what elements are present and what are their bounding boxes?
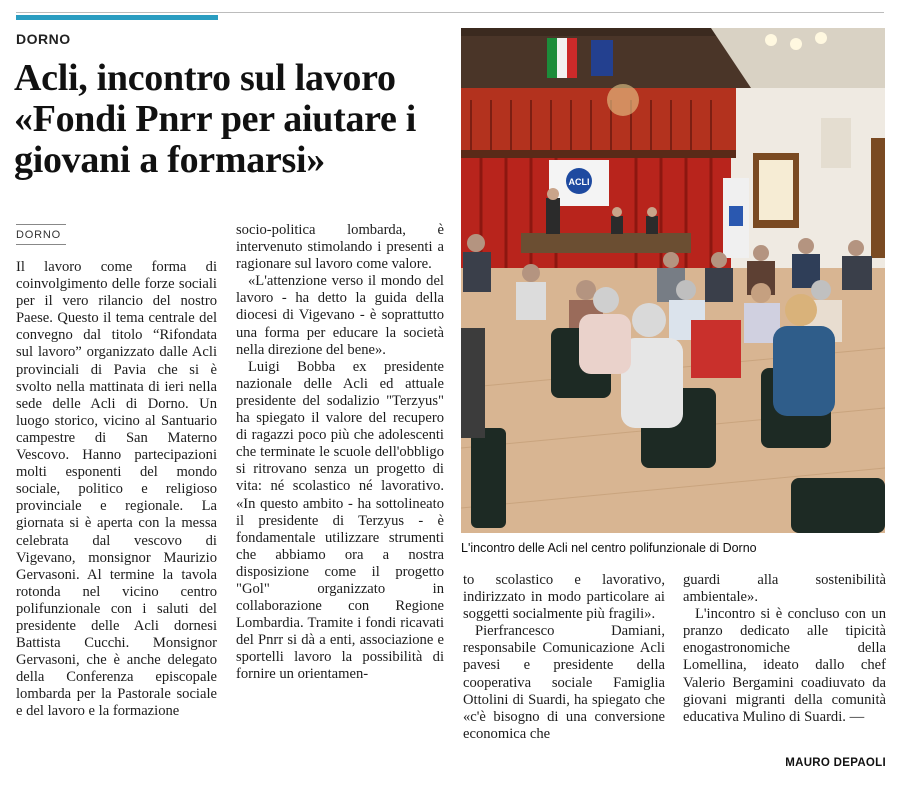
meeting-hall-photo bbox=[461, 28, 885, 533]
article-column-3 bbox=[463, 572, 665, 743]
article-photo bbox=[461, 28, 885, 533]
dateline: DORNO bbox=[16, 229, 61, 241]
article-column-2 bbox=[236, 222, 444, 684]
banner-logo-text: ACLI bbox=[568, 177, 590, 187]
paragraph: L'incontro si è concluso con un pranzo dedicato alle tipicità enogastronomiche della Lomellina, ideato dallo chef Valerio Bergamini coadiuvato da giovani migranti della comunità educativa Mulino di Suardi. — bbox=[683, 606, 886, 725]
paragraph: Pierfrancesco Damiani, responsabile Comunicazione Acli pavesi e presidente della cooperativa sociale Famiglia Ottolini di Suardi, ha spiegato che «c'è bisogno di una conversione economica che bbox=[463, 623, 665, 742]
section-accent-bar bbox=[16, 15, 218, 20]
article-column-1 bbox=[16, 259, 217, 721]
paragraph: to scolastico e lavorativo, indirizzato in modo particolare ai soggetti socialmente più fragili». bbox=[463, 572, 665, 623]
paragraph: Luigi Bobba ex presidente nazionale delle Acli ed attuale presidente del sodalizio "Terzyus" ha spiegato il valore del recupero di ragazzi poco più che adolescenti che terminate le scuole dell'obbligo si ritrovano senza un progetto di vita: né scolastico né lavorativo. «In questo ambito - ha sottolineato il presidente di Terzyus - è fondamentale utilizzare strumenti che abbiamo ora a nostra disposizione come il progetto "Gol" organizzato in collaborazione con Regione Lombardia. Tramite i fondi ricavati del Pnrr si dà a enti, associazione e sportelli lavoro la possibilità di fornire un orientamen- bbox=[236, 358, 444, 683]
top-rule bbox=[16, 12, 884, 13]
article-column-4 bbox=[683, 572, 886, 726]
dateline-rule-bottom bbox=[16, 244, 66, 245]
dateline-box bbox=[16, 224, 66, 245]
headline: Acli, incontro sul lavoro «Fondi Pnrr per aiutare i giovani a formarsi» bbox=[14, 57, 417, 181]
paragraph: socio-politica lombarda, è intervenuto stimolando i presenti a ragionare sul lavoro come valore. bbox=[236, 222, 444, 273]
photo-caption: L'incontro delle Acli nel centro polifunzionale di Dorno bbox=[461, 541, 757, 555]
byline: MAURO DEPAOLI bbox=[785, 757, 886, 769]
paragraph: «L'attenzione verso il mondo del lavoro - ha detto la guida della diocesi di Vigevano - è soprattutto una forma per educare la società nella direzione del bene». bbox=[236, 273, 444, 358]
paragraph: guardi alla sostenibilità ambientale». bbox=[683, 572, 886, 606]
section-kicker: DORNO bbox=[16, 31, 71, 47]
paragraph: Il lavoro come forma di coinvolgimento delle forze sociali per il vero rilancio del nostro Paese. Questo il tema centrale del convegno dal titolo “Rifondata sul lavoro” organizzato dalle Acli provinciali di Pavia che si è svolto nella mattinata di ieri nella sede delle Acli di Dorno. Un luogo storico, vicino al Santuario campestre di San Materno Vescovo. Hanno partecipazioni molti esponenti del mondo sociale, politico e religioso provinciale e regionale. La giornata si è aperta con la messa celebrata dal vescovo di Vigevano, monsignor Maurizio Gervasoni. Al termine la tavola rotonda nel vicino centro polifunzionale con i saluti del presidente delle Acli dornesi Battista Cucchi. Monsignor Gervasoni, che è anche delegato della Conferenza episcopale lombarda per la Pastorale sociale e del lavoro e la formazione bbox=[16, 259, 217, 720]
